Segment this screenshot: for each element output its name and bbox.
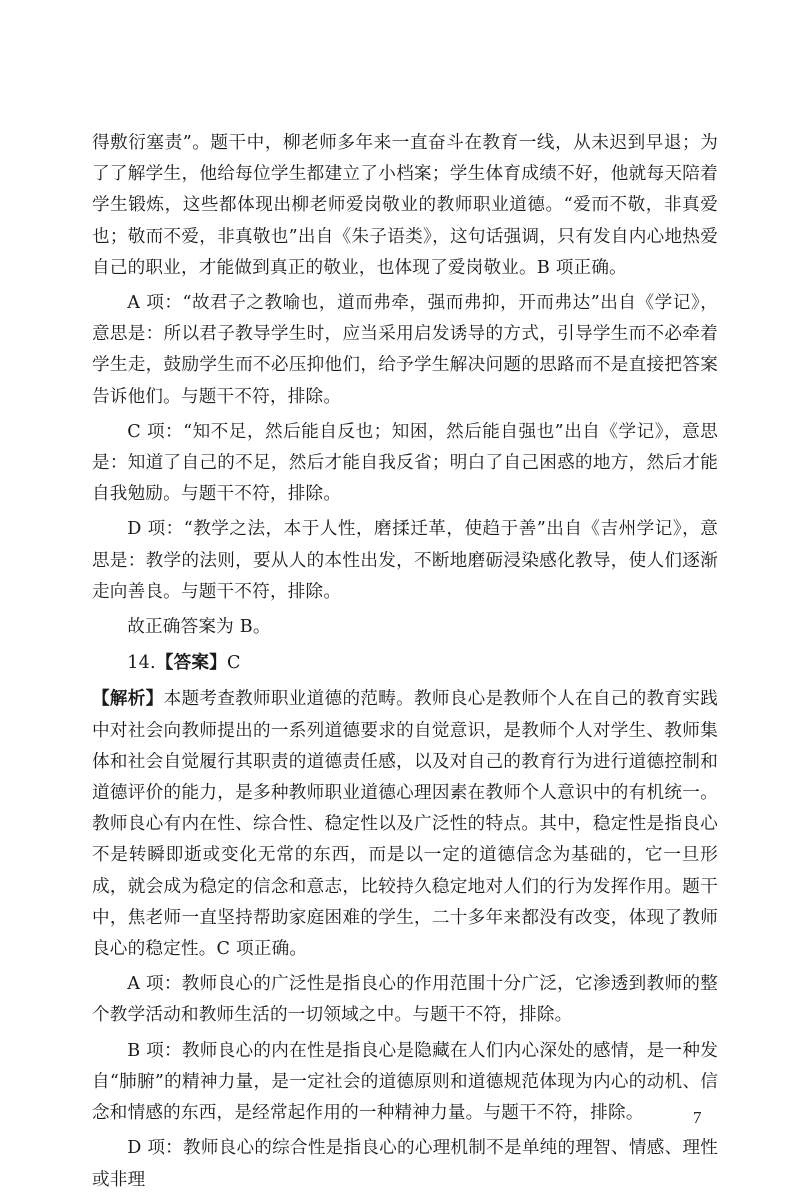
paragraph-option-a-analysis: A 项：教师良心的广泛性是指良心的作用范围十分广泛，它渗透到教师的整个教学活动和教师生活的一切领域之中。与题干不符，排除。: [92, 974, 718, 1026]
paragraph-option-b-analysis: B 项：教师良心的内在性是指良心是隐藏在人们内心深处的感情，是一种发自“肺腑”的精神力量，是一定社会的道德原则和道德规范体现为内心的动机、信念和情感的东西，是经常起作用的一种精神力量。与题干不符，排除。: [92, 1040, 718, 1124]
analysis-label: 【解析】: [92, 688, 164, 710]
answer-line: [92, 647, 718, 679]
paragraph-continuation: 得敷衍塞责”。题干中，柳老师多年来一直奋斗在教育一线，从未迟到早退；为了了解学生，他给每位学生都建立了小档案；学生体育成绩不好，他就每天陪着学生锻炼，这些都体现出柳老师爱岗敬业的教师职业道德。“爱而不敬，非真爱也；敬而不爱，非真敬也”出自《朱子语类》，这句话强调，只有发自内心地热爱自己的职业，才能做到真正的敬业，也体现了爱岗敬业。B 项正确。: [92, 133, 718, 278]
answer-value: C: [226, 653, 241, 674]
paragraph-option-a: A 项：“故君子之教喻也，道而弗牵，强而弗抑，开而弗达”出自《学记》，意思是：所以君子教导学生时，应当采用启发诱导的方式，引导学生而不必牵着学生走，鼓励学生而不必压抑他们，给予学生解决问题的思路而不是直接把答案告诉他们。与题干不符，排除。: [92, 293, 718, 407]
paragraph-option-d: D 项：“教学之法，本于人性，磨揉迁革，使趋于善”出自《吉州学记》，意思是：教学的法则，要从人的本性出发，不断地磨砺浸染感化教导，使人们逐渐走向善良。与题干不符，排除。: [92, 519, 718, 602]
paragraph-option-d-analysis: D 项：教师良心的综合性是指良心的心理机制不是单纯的理智、情感、理性或非理: [92, 1138, 718, 1190]
question-number: 14.: [127, 653, 156, 674]
analysis-paragraph: [92, 683, 718, 965]
paragraph-option-c: C 项：“知不足，然后能自反也；知困，然后能自强也”出自《学记》，意思是：知道了自己的不足，然后才能自我反省；明白了自己困惑的地方，然后才能自我勉励。与题干不符，排除。: [92, 421, 718, 505]
document-page: [92, 128, 718, 1200]
answer-label: 【答案】: [155, 652, 227, 674]
analysis-text: 本题考查教师职业道德的范畴。教师良心是教师个人在自己的教育实践中对社会向教师提出的一系列道德要求的自觉意识，是教师个人对学生、教师集体和社会自觉履行其职责的道德责任感，以及对自己的教育行为进行道德控制和道德评价的能力，是多种教师职业道德心理因素在教师个人意识中的有机统一。教师良心有内在性、综合性、稳定性以及广泛性的特点。其中，稳定性是指良心不是转瞬即逝或变化无常的东西，而是以一定的道德信念为基础的，它一旦形成，就会成为稳定的信念和意志，比较持久稳定地对人们的行为发挥作用。题干中，焦老师一直坚持帮助家庭困难的学生，二十多年来都没有改变，体现了教师良心的稳定性。C 项正确。: [92, 689, 718, 960]
paragraph-conclusion: 故正确答案为 B。: [127, 617, 271, 638]
page-number: 7: [693, 1108, 702, 1127]
